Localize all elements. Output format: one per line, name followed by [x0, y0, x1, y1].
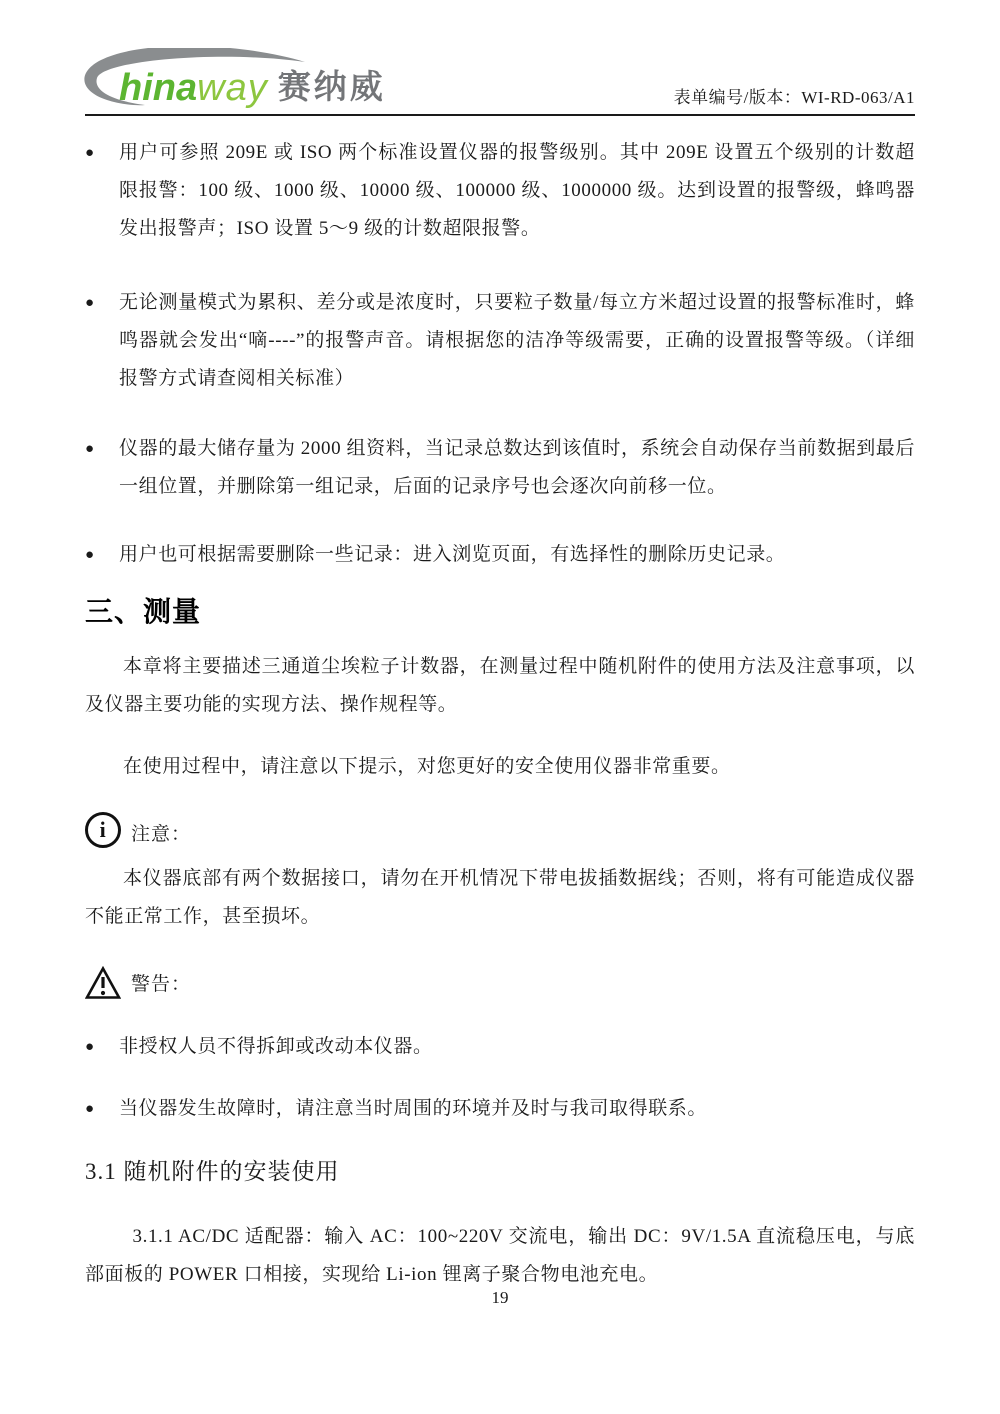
list-item [85, 1090, 915, 1128]
bullet-icon: ● [85, 547, 95, 563]
note-label: 注意： [131, 824, 192, 845]
bullet-icon: ● [85, 295, 95, 311]
list-item [85, 134, 915, 248]
list-item-text: 用户也可根据需要删除一些记录：进入浏览页面，有选择性的删除历史记录。 [119, 544, 786, 565]
list-item-text: 无论测量模式为累积、差分或是浓度时，只要粒子数量/每立方米超过设置的报警标准时，蜂鸣器就会发出“嘀----”的报警声音。请根据您的洁净等级需要，正确的设置报警等级。（详细报警方式请查阅相关标准） [119, 292, 915, 389]
list-item-text: 当仪器发生故障时，请注意当时周围的环境并及时与我司取得联系。 [119, 1098, 708, 1119]
bullet-icon: ● [85, 1101, 95, 1117]
doc-number-label: 表单编号/版本：WI-RD-063/A1 [673, 88, 915, 107]
warning-callout-header [85, 966, 915, 1000]
warning-triangle-icon [85, 966, 121, 1000]
section-heading-3-1: 3.1 随机附件的安装使用 [85, 1159, 340, 1184]
paragraph-3-1-1: 3.1.1 AC/DC 适配器：输入 AC：100~220V 交流电，输出 DC：9V/1.5A 直流稳压电，与底部面板的 POWER 口相接，实现给 Li-ion 锂离子聚合物电池充电。 [85, 1226, 915, 1285]
paragraph: 在使用过程中，请注意以下提示，对您更好的安全使用仪器非常重要。 [123, 756, 731, 777]
logo-text-chinese: 赛纳威 [277, 68, 386, 105]
list-item [85, 284, 915, 398]
note-callout-header [85, 812, 915, 850]
list-item [85, 430, 915, 506]
page-header [85, 0, 915, 110]
bullet-icon: ● [85, 1039, 95, 1055]
list-item-text: 仪器的最大储存量为 2000 组资料，当记录总数达到该值时，系统会自动保存当前数据到最后一组位置，并删除第一组记录，后面的记录序号也会逐次向前移一位。 [119, 438, 915, 497]
logo-text [119, 61, 386, 110]
warning-label: 警告： [131, 974, 192, 995]
page-number: 19 [491, 1288, 509, 1307]
bullet-icon: ● [85, 145, 95, 161]
header-rule [85, 114, 915, 116]
paragraph: 本章将主要描述三通道尘埃粒子计数器，在测量过程中随机附件的使用方法及注意事项，以及仪器主要功能的实现方法、操作规程等。 [85, 656, 915, 715]
note-body-text: 本仪器底部有两个数据接口，请勿在开机情况下带电拔插数据线；否则，将有可能造成仪器不能正常工作，甚至损坏。 [85, 868, 915, 927]
bullet-icon: ● [85, 441, 95, 457]
list-item-text: 用户可参照 209E 或 ISO 两个标准设置仪器的报警级别。其中 209E 设置五个级别的计数超限报警：100 级、1000 级、10000 级、100000 级、1000000 级。达到设置的报警级，蜂鸣器发出报警声；ISO 设置 5～9 级的计数超限报警。 [119, 142, 915, 239]
info-circle-icon: i [85, 812, 121, 848]
list-item [85, 1028, 915, 1066]
list-item-text: 非授权人员不得拆卸或改动本仪器。 [119, 1036, 433, 1057]
document-body [85, 134, 915, 1294]
section-heading-measure: 三、测量 [85, 596, 202, 627]
list-item [85, 536, 915, 574]
logo-text-way: way [197, 67, 268, 109]
chinaway-logo [85, 52, 415, 110]
logo-text-hina: hina [119, 67, 198, 109]
